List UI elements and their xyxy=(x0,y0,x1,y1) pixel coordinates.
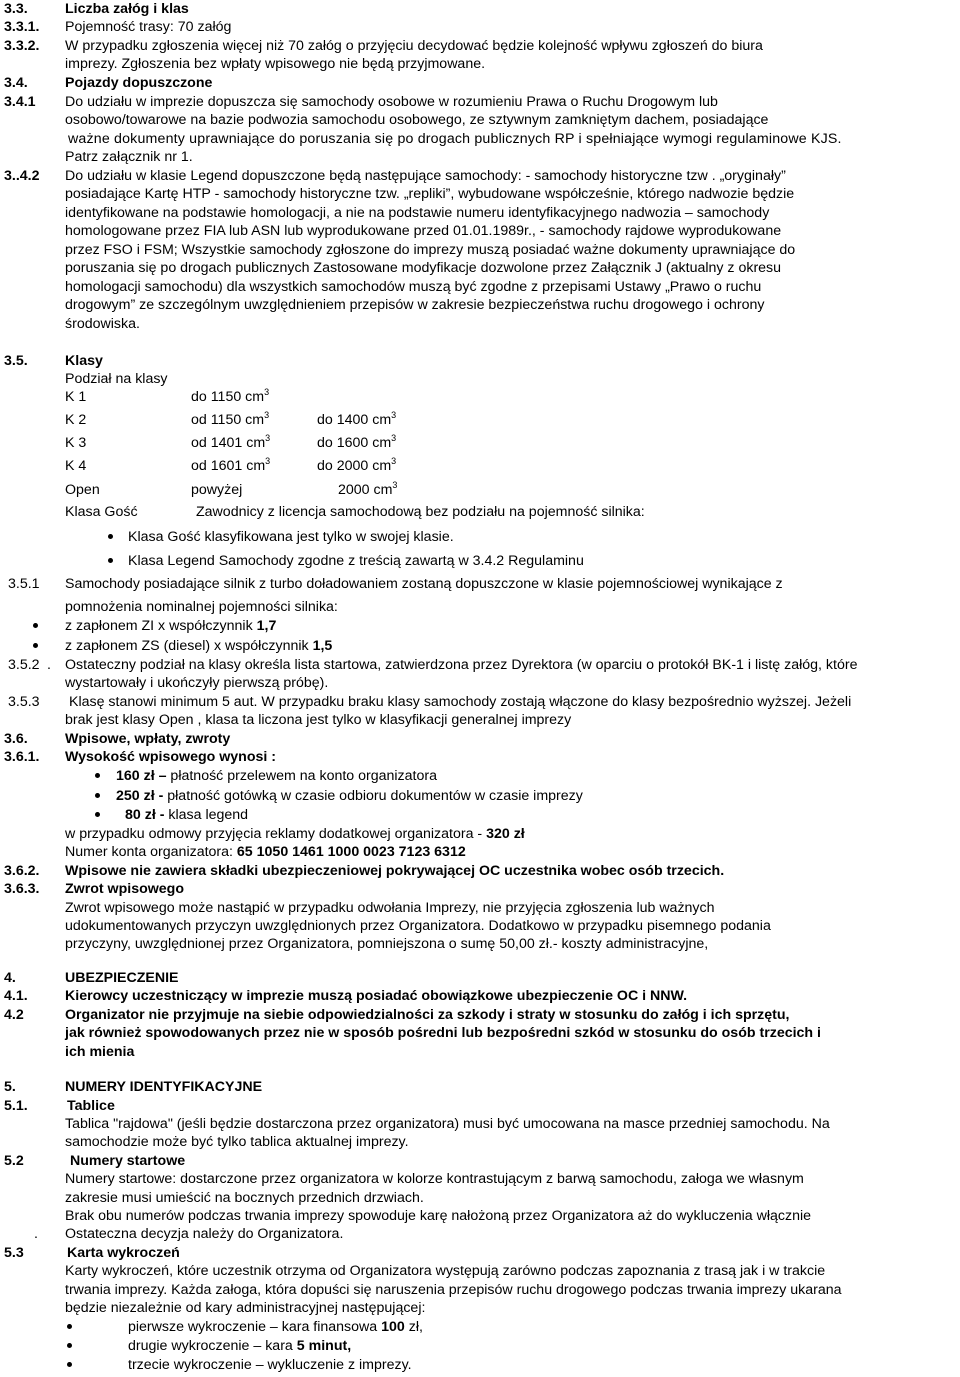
class-name: K 2 xyxy=(65,412,87,428)
paragraph-line: Ostateczny podział na klasy określa lista startowa, zatwierdzona przez Dyrektora (w oparciu o protokół BK-1 i listę załóg, które xyxy=(65,657,858,673)
paragraph-line: samochodzie może być tylko tablica aktualnej imprezy. xyxy=(65,1134,409,1150)
bullet-text: Klasa Legend Samochody zgodne z treścią zawartą w 3.4.2 Regulaminu xyxy=(128,553,584,569)
class-name: Open xyxy=(65,482,100,498)
class-range-to: do 2000 $cm^3$ xyxy=(317,456,397,474)
paragraph-line: Tablica "rajdowa" (jeśli będzie dostarczona przez organizatora) musi być umocowana na masce przedniej samochodu. Na xyxy=(65,1116,830,1132)
section-title: NUMERY IDENTYFIKACYJNE xyxy=(65,1079,263,1095)
class-name: K 1 xyxy=(65,389,87,405)
class-range-from: powyżej xyxy=(191,482,243,498)
bullet-icon xyxy=(67,1343,72,1348)
paragraph-line: w przypadku odmowy przyjęcia reklamy dodatkowej organizatora - 320 zł xyxy=(65,826,525,842)
paragraph-line: Samochody posiadające silnik z turbo doładowaniem zostaną dopuszczone w klasie pojemnościowej wynikające z xyxy=(65,576,783,592)
section-title: Numery startowe xyxy=(70,1153,186,1169)
section-title: Liczba załóg i klas xyxy=(65,1,189,17)
paragraph-line: środowiska. xyxy=(65,316,140,332)
class-range-from: do 1150 $cm^3$ xyxy=(191,387,270,405)
paragraph-line: Do udziału w klasie Legend dopuszczone będą następujące samochody: - samochody historyczne tzw . „oryginały” xyxy=(65,168,786,184)
bullet-icon xyxy=(108,558,113,563)
class-range-from: od 1601 $cm^3$ xyxy=(191,456,271,474)
section-number: 3.4. xyxy=(4,75,28,91)
section-number: 3.6.1. xyxy=(4,749,40,765)
paragraph-line: zakresie musi umieścić na bocznych przednich drzwiach. xyxy=(65,1190,424,1206)
section-number: 3.4.1 xyxy=(4,94,36,110)
section-title: Tablice xyxy=(67,1098,115,1114)
bullet-icon xyxy=(108,534,113,539)
section-number: 3.6.3. xyxy=(4,881,40,897)
paragraph-line: Zwrot wpisowego może nastąpić w przypadku odwołania Imprezy, nie przyjęcia zgłoszenia lub ważnych xyxy=(65,900,715,916)
bullet-icon xyxy=(33,643,38,648)
bullet-text: drugie wykroczenie – kara 5 minut, xyxy=(128,1338,352,1354)
paragraph-line: brak jest klasy Open , klasa ta liczona jest tylko w klasyfikacji generalnej imprezy xyxy=(65,712,572,728)
bullet-text: 250 zł - płatność gotówką w czasie odbioru dokumentów w czasie imprezy xyxy=(116,788,583,804)
paragraph-line: imprezy. Zgłoszenia bez wpłaty wpisowego nie będą przyjmowane. xyxy=(65,56,486,72)
class-name: Klasa Gość xyxy=(65,504,138,520)
section-number: 3.3.2. xyxy=(4,38,40,54)
paragraph-line: osobowo/towarowe na bazie podwozia samochodu osobowego, ze sztywnym zamkniętym dachem, posiadające xyxy=(65,112,769,128)
section-title: Pojazdy dopuszczone xyxy=(65,75,213,91)
paragraph-line: udokumentowanych przyczyn uwzględnionych przez Organizatora. Dodatkowo w przypadku pisemnego podania xyxy=(65,918,771,934)
section-number: 3.3.1. xyxy=(4,19,40,35)
class-range-from: od 1150 $cm^3$ xyxy=(191,410,270,428)
bullet-icon xyxy=(95,812,100,817)
paragraph-line: Podział na klasy xyxy=(65,371,168,387)
section-title: Zwrot wpisowego xyxy=(65,881,185,897)
paragraph-line: będzie niezależnie od kary administracyjnej następującej: xyxy=(65,1300,426,1316)
section-number-dot: . xyxy=(34,1226,38,1242)
section-title: Karta wykroczeń xyxy=(67,1245,180,1261)
paragraph-line: identyfikowane na podstawie homologacji, a nie na podstawie numeru identyfikacyjnego nadwozia – samochody xyxy=(65,205,770,221)
paragraph-line: Wpisowe nie zawiera składki ubezpieczeniowej pokrywającej OC uczestnika wobec osób trzecich. xyxy=(65,863,725,879)
paragraph-line: Organizator nie przyjmuje na siebie odpowiedzialności za szkody i straty w stosunku do załóg i ich sprzętu, xyxy=(65,1007,790,1023)
bullet-text: z zapłonem ZI x współczynnik 1,7 xyxy=(65,618,277,634)
section-number: 4.2 xyxy=(4,1007,24,1023)
paragraph-line: Kierowcy uczestniczący w imprezie muszą posiadać obowiązkowe ubezpieczenie OC i NNW. xyxy=(65,988,688,1004)
bullet-icon xyxy=(67,1324,72,1329)
paragraph-line: posiadające Kartę HTP - samochody historyczne tzw. „repliki”, wybudowane współcześnie, którego nadwozie będzie xyxy=(65,186,795,202)
paragraph-line: poruszania się po drogach publicznych Zastosowane modyfikacje dozwolone przez Załącznik J (aktualny z okresu xyxy=(65,260,782,276)
section-number: 3.5.3 xyxy=(8,694,40,710)
paragraph-line: Numer konta organizatora: 65 1050 1461 1000 0023 7123 6312 xyxy=(65,844,466,860)
paragraph-line: Patrz załącznik nr 1. xyxy=(65,149,193,165)
class-range-to: do 1400 $cm^3$ xyxy=(317,410,397,428)
section-number: 5.1. xyxy=(4,1098,28,1114)
paragraph-line: homologowane przez FIA lub ASN lub wyprodukowane przed 01.01.1989r., - samochody rajdowe wyprodukowane xyxy=(65,223,782,239)
paragraph-line: jak również spowodowanych przez nie w sposób pośredni lub bezpośredni szkód w stosunku do osób trzecich i xyxy=(65,1025,821,1041)
class-range-to: do 1600 $cm^3$ xyxy=(317,433,397,451)
class-range-to: 2000 $cm^3$ xyxy=(338,480,398,498)
bullet-text: trzecie wykroczenie – wykluczenie z imprezy. xyxy=(128,1357,412,1373)
bullet-text: Klasa Gość klasyfikowana jest tylko w swojej klasie. xyxy=(128,529,454,545)
section-number-dot: . xyxy=(47,657,51,673)
bullet-text: 160 zł – płatność przelewem na konto organizatora xyxy=(116,768,437,784)
section-title: Klasy xyxy=(65,353,103,369)
paragraph-line: drogowym” ze szczególnym uwzględnieniem przepisów w zakresie bezpieczeństwa ruchu drogowego i ochrony xyxy=(65,297,765,313)
bullet-icon xyxy=(33,623,38,628)
section-number: 3.6.2. xyxy=(4,863,40,879)
bullet-text: 80 zł - klasa legend xyxy=(125,807,249,823)
paragraph-line: Karty wykroczeń, które uczestnik otrzyma od Organizatora występują zarówno podczas zapoznania z trasą jak i w trakcie xyxy=(65,1263,826,1279)
section-number: 4.1. xyxy=(4,988,28,1004)
paragraph-line: homologacji samochodu) dla wszystkich samochodów muszą być zgodne z przepisami Ustawy „Prawo o ruchu xyxy=(65,279,762,295)
bullet-text: pierwsze wykroczenie – kara finansowa 100 zł, xyxy=(128,1319,423,1335)
paragraph-line: Pojemność trasy: 70 załóg xyxy=(65,19,232,35)
paragraph-line: pomnożenia nominalnej pojemności silnika: xyxy=(65,599,338,615)
paragraph-line: Numery startowe: dostarczone przez organizatora w kolorze kontrastującym z barwą samochodu, załoga we własnym xyxy=(65,1171,804,1187)
section-number: 4. xyxy=(4,970,16,986)
paragraph-line: ważne dokumenty uprawniające do poruszania się po drogach publicznych RP i spełniające wymogi regulaminowe KJS. xyxy=(68,131,842,147)
paragraph-line: przez FSO i FSM; Wszystkie samochody zgłoszone do imprezy muszą posiadać ważne dokumenty uprawniające do xyxy=(65,242,796,258)
class-name: K 3 xyxy=(65,435,87,451)
paragraph-line: wystartowały i ukończyły pierwszą próbę). xyxy=(65,675,329,691)
class-name: K 4 xyxy=(65,458,87,474)
section-number: 3.5.1 xyxy=(8,576,40,592)
class-description: Zawodnicy z licencja samochodową bez podziału na pojemność silnika: xyxy=(196,504,645,520)
paragraph-line: W przypadku zgłoszenia więcej niż 70 załóg o przyjęciu decydować będzie kolejność wpływu zgłoszeń do biura xyxy=(65,38,763,54)
section-number: 3..4.2 xyxy=(4,168,40,184)
paragraph-line: przyczyny, uwzględnionej przez Organizatora, pomniejszona o sumę 50,00 zł.- koszty administracyjne, xyxy=(65,936,709,952)
section-number: 5.3 xyxy=(4,1245,24,1261)
section-title: Wysokość wpisowego wynosi : xyxy=(65,749,277,765)
section-number: 5. xyxy=(4,1079,16,1095)
section-title: Wpisowe, wpłaty, zwroty xyxy=(65,731,231,747)
class-range-from: od 1401 $cm^3$ xyxy=(191,433,271,451)
bullet-text: z zapłonem ZS (diesel) x współczynnik 1,5 xyxy=(65,638,333,654)
bullet-icon xyxy=(67,1362,72,1367)
paragraph-line: ich mienia xyxy=(65,1044,135,1060)
paragraph-line: trwania imprezy. Każda załoga, która dopuści się naruszenia przepisów ruchu drogowego podczas trwania imprezy ukarana xyxy=(65,1282,842,1298)
section-title: UBEZPIECZENIE xyxy=(65,970,179,986)
paragraph-line: Ostateczna decyzja należy do Organizatora. xyxy=(65,1226,344,1242)
section-number: 3.3. xyxy=(4,1,28,17)
section-number: 5.2 xyxy=(4,1153,24,1169)
section-number: 3.5.2 xyxy=(8,657,40,673)
section-number: 3.5. xyxy=(4,353,28,369)
section-number: 3.6. xyxy=(4,731,28,747)
bullet-icon xyxy=(95,793,100,798)
paragraph-line: Klasę stanowi minimum 5 aut. W przypadku braku klasy samochody zostają włączone do klasy bezpośrednio wyższej. Jeżeli xyxy=(69,694,852,710)
paragraph-line: Do udziału w imprezie dopuszcza się samochody osobowe w rozumieniu Prawa o Ruchu Drogowym lub xyxy=(65,94,718,110)
paragraph-line: Brak obu numerów podczas trwania imprezy spowoduje karę nałożoną przez Organizatora aż do wykluczenia włącznie xyxy=(65,1208,812,1224)
bullet-icon xyxy=(95,773,100,778)
